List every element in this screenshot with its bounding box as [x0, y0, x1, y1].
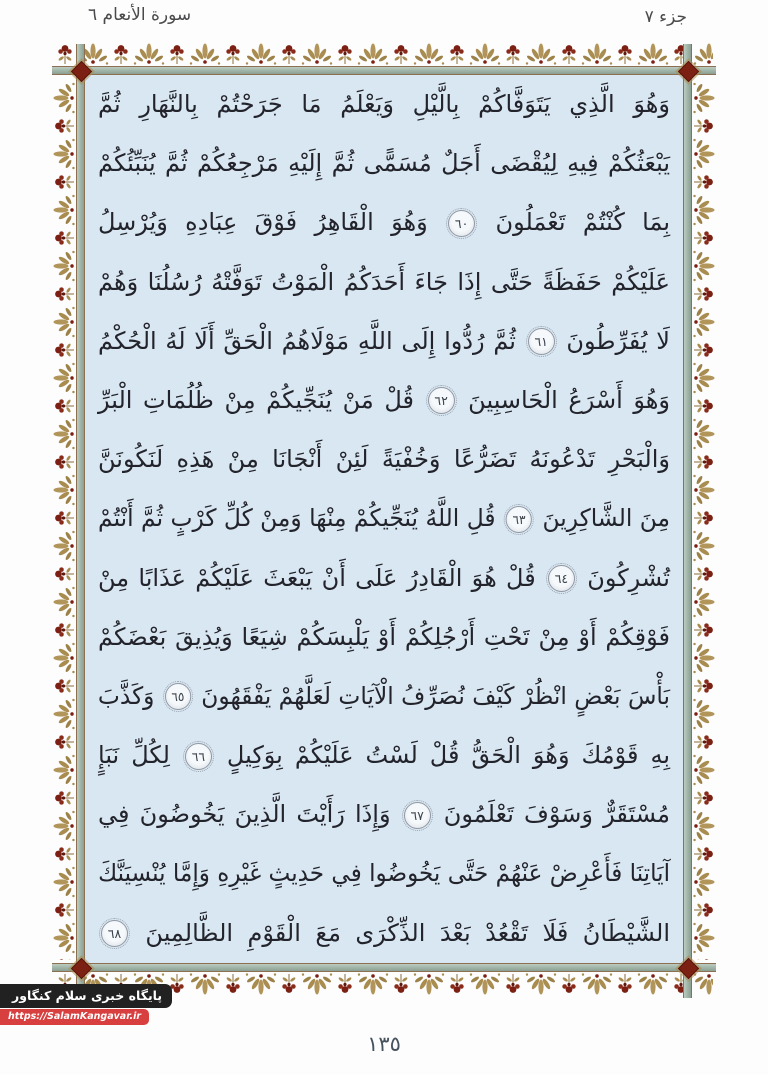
quran-line: الشَّيْطَانُ فَلَا تَقْعُدْ بَعْدَ الذِّكْرَى مَعَ الْقَوْمِ الظَّالِمِينَ ٦٨: [98, 904, 670, 963]
verse-number-medallion: ٦٧: [404, 802, 431, 829]
verse-number-medallion: ٦٣: [506, 506, 532, 533]
frame-bar-bottom: [52, 963, 716, 972]
watermark: [0, 984, 172, 1025]
quran-line: وَهُوَ الَّذِي يَتَوَفَّاكُمْ بِالَّيْلِ وَيَعْلَمُ مَا جَرَحْتُمْ بِالنَّهَارِ ثُمَّ: [98, 90, 670, 118]
watermark-site-name: پایگاه خبری سلام کنگاور: [0, 984, 172, 1008]
juz-label: جزء ٧: [644, 7, 687, 27]
surah-title: سورة الأنعام ٦: [88, 5, 192, 25]
quran-line: وَهُوَ أَسْرَعُ الْحَاسِبِينَ ٦٢ قُلْ مَنْ يُنَجِّيكُمْ مِنْ ظُلُمَاتِ الْبَرِّ: [98, 385, 670, 414]
border-ornament-right: [692, 80, 718, 960]
verse-number-medallion: ٦٥: [165, 683, 191, 710]
frame-bar-top: [52, 66, 716, 75]
quran-line: مُسْتَقَرٌّ وَسَوْفَ تَعْلَمُونَ ٦٧ وَإِذَا رَأَيْتَ الَّذِينَ يَخُوضُونَ فِي: [98, 800, 670, 829]
verse-number-medallion: ٦٢: [428, 387, 455, 414]
quran-line: بِمَا كُنْتُمْ تَعْمَلُونَ ٦٠ وَهُوَ الْقَاهِرُ فَوْقَ عِبَادِهِ وَيُرْسِلُ: [98, 208, 671, 237]
watermark-site-url: https://SalamKangavar.ir: [0, 1009, 149, 1025]
frame-bar-right: [683, 44, 692, 998]
quran-line: وَالْبَحْرِ تَدْعُونَهُ تَضَرُّعًا وَخُفْيَةً لَئِنْ أَنْجَانَا مِنْ هَذِهِ لَنَكُونَنَّ: [98, 445, 670, 474]
quran-line: مِنَ الشَّاكِرِينَ ٦٣ قُلِ اللَّهُ يُنَجِّيكُمْ مِنْهَا وَمِنْ كُلِّ كَرْبٍ ثُمَّ أَنْتُمْ: [98, 504, 670, 533]
page-number: ١٣٥: [367, 1032, 401, 1056]
quran-line: بَأْسَ بَعْضٍ انْظُرْ كَيْفَ نُصَرِّفُ الْآيَاتِ لَعَلَّهُمْ يَفْقَهُونَ ٦٥ وَكَذَّبَ: [97, 681, 670, 710]
quran-text-panel: [85, 75, 683, 963]
quran-line: آيَاتِنَا فَأَعْرِضْ عَنْهُمْ حَتَّى يَخُوضُوا فِي حَدِيثٍ غَيْرِهِ وَإِمَّا يُنْسِيَنَّكَ: [98, 859, 670, 888]
verse-number-medallion: ٦٠: [448, 210, 475, 237]
verse-number-medallion: ٦٦: [185, 743, 212, 770]
quran-line: تُشْرِكُونَ ٦٤ قُلْ هُوَ الْقَادِرُ عَلَى أَنْ يَبْعَثَ عَلَيْكُمْ عَذَابًا مِنْ: [98, 563, 670, 592]
quran-line: لَا يُفَرِّطُونَ ٦١ ثُمَّ رُدُّوا إِلَى اللَّهِ مَوْلَاهُمُ الْحَقِّ أَلَا لَهُ الْحُكْمُ: [98, 326, 670, 355]
border-ornament-top: [55, 40, 713, 66]
frame-bar-left: [76, 44, 85, 998]
verse-number-medallion: ٦٨: [101, 920, 128, 947]
quran-line: عَلَيْكُمْ حَفَظَةً حَتَّى إِذَا جَاءَ أَحَدَكُمُ الْمَوْتُ تَوَفَّتْهُ رُسُلُنَا وَهُمْ: [98, 267, 670, 296]
border-ornament-left: [50, 80, 76, 960]
quran-line: فَوْقِكُمْ أَوْ مِنْ تَحْتِ أَرْجُلِكُمْ أَوْ يَلْبِسَكُمْ شِيَعًا وَيُذِيقَ بَعْضَكُمْ: [98, 622, 670, 651]
quran-line: يَبْعَثُكُمْ فِيهِ لِيُقْضَى أَجَلٌ مُسَمًّى ثُمَّ إِلَيْهِ مَرْجِعُكُمْ ثُمَّ يُنَبِّئُكُمْ: [98, 149, 670, 178]
verse-number-medallion: ٦١: [528, 328, 555, 355]
quran-line: بِهِ قَوْمُكَ وَهُوَ الْحَقُّ قُلْ لَسْتُ عَلَيْكُمْ بِوَكِيلٍ ٦٦ لِكُلِّ نَبَإٍ: [98, 741, 670, 770]
verse-number-medallion: ٦٤: [548, 565, 575, 592]
